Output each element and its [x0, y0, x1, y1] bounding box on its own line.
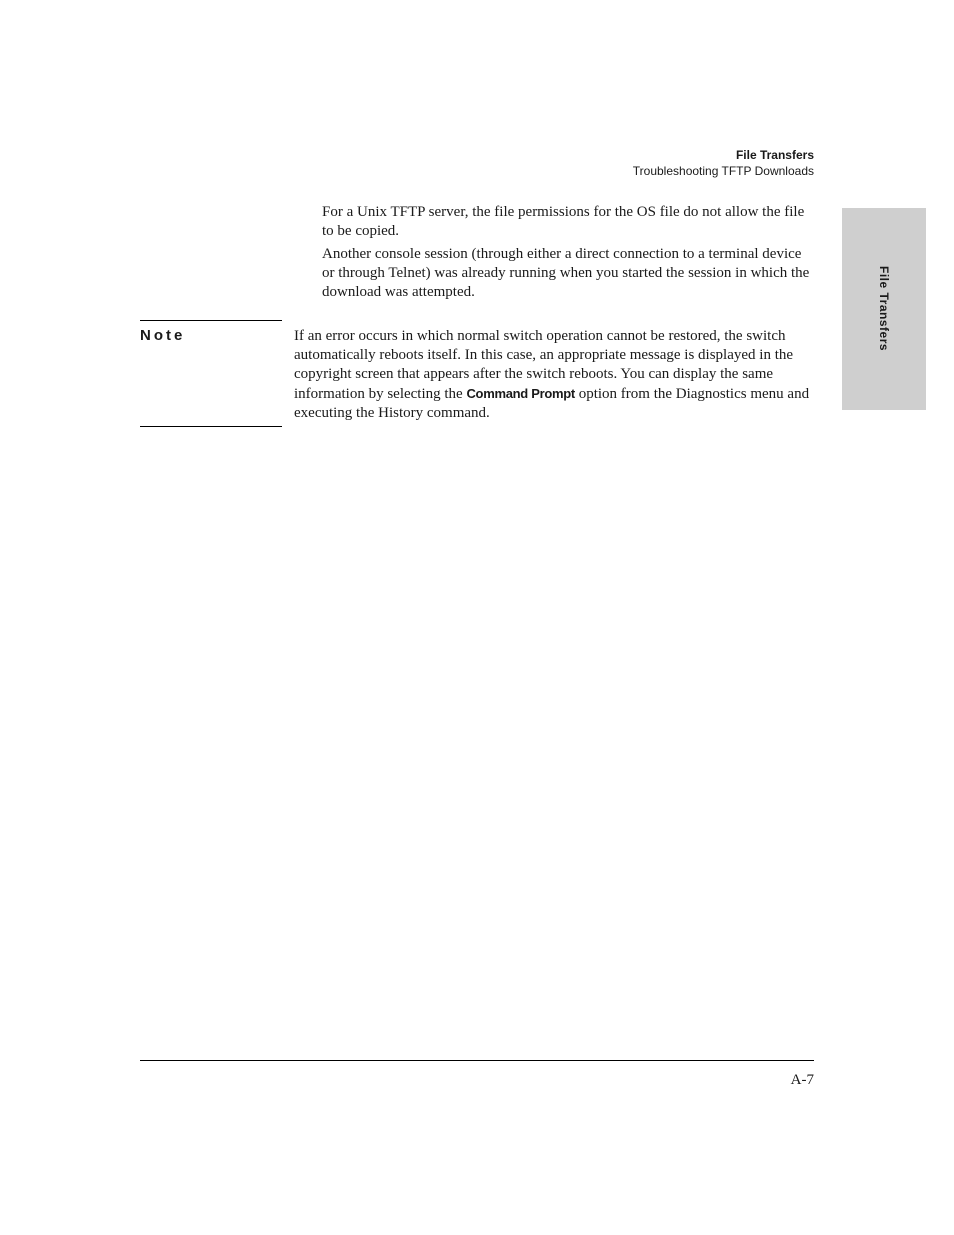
page-number: A-7 — [790, 1072, 814, 1088]
note-ui-term: Command Prompt — [466, 386, 575, 401]
header-section-title: Troubleshooting TFTP Downloads — [632, 164, 814, 178]
note-rule-top — [140, 320, 282, 321]
side-tab-label: File Transfers — [877, 266, 891, 352]
note-rule-bottom — [140, 426, 282, 427]
chapter-side-tab — [842, 208, 926, 410]
note-label: Note — [140, 327, 186, 344]
running-header — [633, 147, 814, 179]
footer-rule — [140, 1060, 814, 1061]
header-chapter-title: File Transfers — [735, 148, 814, 162]
note-text-start: If an error occurs in which normal switch operation cannot be restored, the switch automatically reboots itself. In this case, an appropriate message is displayed in the copyright screen that appears after the switch reboots. You can display the same information by selecting the — [294, 328, 794, 402]
body-paragraph-1: For a Unix TFTP server, the file permissions for the OS file do not allow the file to be copied. — [322, 204, 805, 239]
note-body — [294, 327, 814, 423]
note-text-end: option from the Diagnostics menu and executing the History command. — [294, 386, 810, 421]
body-paragraph-2: Another console session (through either a direct connection to a terminal device or through Telnet) was already running when you started the session in which the download was attempted. — [322, 246, 810, 300]
